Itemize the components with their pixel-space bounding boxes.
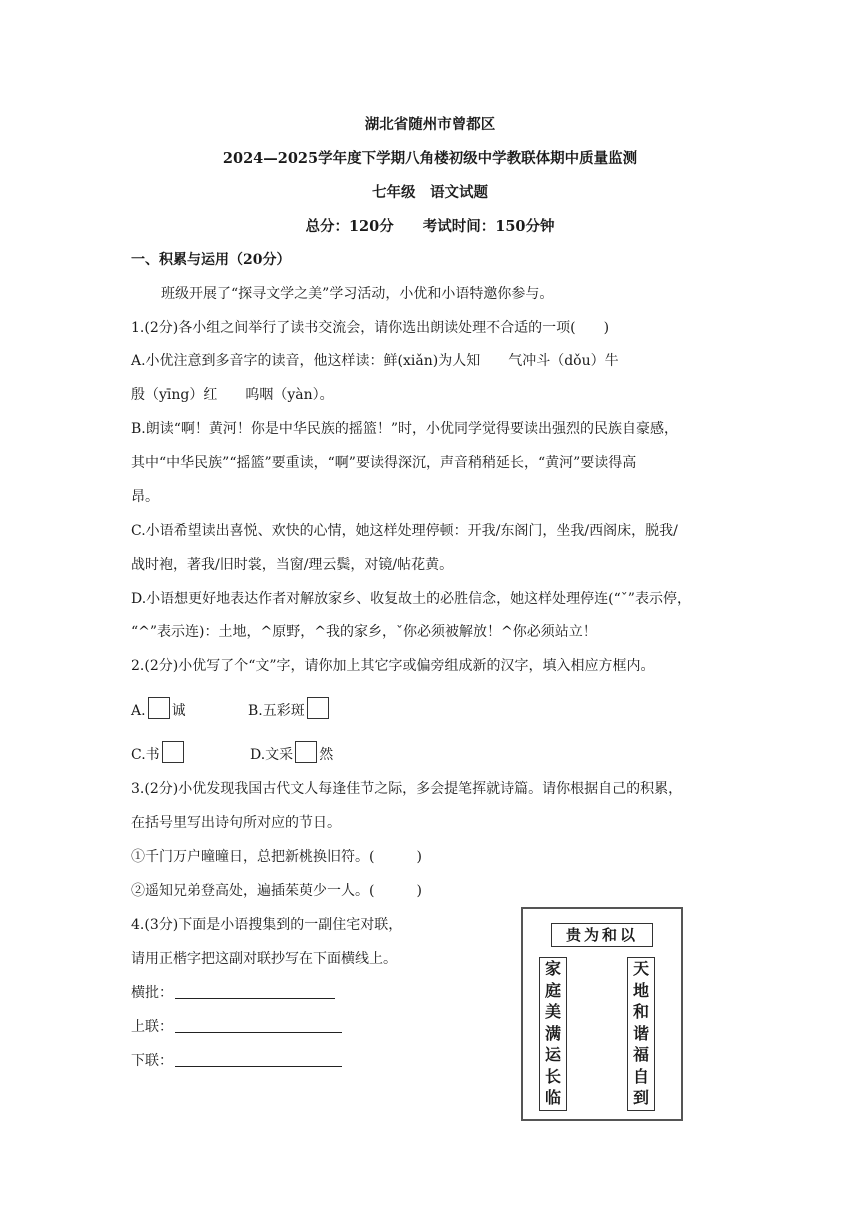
- q1-stem: 1.(2分)各小组之间举行了读书交流会，请你选出朗读处理不合适的一项( ): [131, 320, 610, 336]
- q2-option-a: [131, 697, 186, 720]
- q2-b-answer-box[interactable]: [307, 697, 329, 719]
- couplet-left-char: 满: [544, 1023, 561, 1043]
- q4-xialian-answer-line[interactable]: [175, 1066, 342, 1067]
- q1-option-b-line1: B.朗读“啊！黄河！你是中华民族的摇篮！”时，小优同学觉得要读出强烈的民族自豪感，: [131, 421, 679, 437]
- q3-stem-line1: 3.(2分)小优发现我国古代文人每逢佳节之际，多会提笔挥就诗篇。请你根据自己的积累，: [131, 781, 683, 797]
- q3-item1: ①千门万户曈曈日，总把新桃换旧符。( ): [131, 849, 422, 865]
- q2-stem: 2.(2分)小优写了个“文”字，请你加上其它字或偏旁组成新的汉字，填入相应方框内。: [131, 658, 655, 674]
- q2-a-answer-box[interactable]: [148, 697, 170, 719]
- q4-stem-line2: 请用正楷字把这副对联抄写在下面横线上。: [131, 951, 397, 967]
- q1-option-a-line2: 殷（yīng）红 呜咽（yàn）。: [131, 387, 334, 403]
- q2-c-answer-box[interactable]: [162, 741, 184, 763]
- exam-subject: 七年级 语文试题: [372, 184, 488, 201]
- couplet-left-char: 家: [544, 959, 561, 978]
- exam-region: 湖北省随州市曾都区: [364, 116, 496, 133]
- couplet-right-char: 福: [632, 1045, 649, 1064]
- q2-d-suffix: 然: [319, 747, 334, 763]
- q3-stem-line2: 在括号里写出诗句所对应的节日。: [131, 815, 341, 831]
- q1-option-c-line1: C.小语希望读出喜悦、欢快的心情，她这样处理停顿：开我/东阁门，坐我/西阁床，脱我/: [131, 523, 678, 539]
- q4-label-shanglian: 上联：: [131, 1019, 173, 1035]
- exam-name: 2024—2025学年度下学期八角楼初级中学教联体期中质量监测: [222, 150, 638, 167]
- q4-label-hengpi: 横批：: [131, 985, 173, 1001]
- q1-option-d-line2: “^”表示连)：土地，^原野，^我的家乡，ˇ你必须被解放！^你必须站立！: [131, 624, 597, 640]
- q3-item2: ②遥知兄弟登高处，遍插茱萸少一人。( ): [131, 883, 422, 899]
- q1-option-a-line1: A.小优注意到多音字的读音，他这样读：鲜(xiǎn)为人知 气冲斗（dǒu）牛: [131, 353, 619, 369]
- couplet-right-char: 到: [632, 1088, 649, 1107]
- couplet-right-char: 地: [632, 980, 649, 1000]
- couplet-right-char: 天: [632, 959, 649, 978]
- q2-d-answer-box[interactable]: [295, 741, 317, 763]
- couplet-picture: [521, 907, 683, 1121]
- couplet-left-char: 美: [544, 1002, 561, 1021]
- couplet-left-char: 长: [544, 1066, 561, 1086]
- q2-a-prefix: A.: [131, 703, 146, 719]
- q2-a-suffix: 诚: [171, 703, 186, 719]
- q4-label-xialian: 下联：: [131, 1053, 173, 1069]
- q1-option-b-line2: 其中“中华民族”“摇篮”要重读，“啊”要读得深沉，声音稍稍延长，“黄河”要读得高: [131, 455, 637, 471]
- couplet-left-char: 庭: [544, 980, 561, 1000]
- q4-hengpi-answer-line[interactable]: [175, 998, 335, 999]
- q2-c-prefix: C.书: [131, 747, 160, 763]
- couplet-right-char: 自: [632, 1066, 649, 1086]
- couplet-right-char: 和: [632, 1002, 649, 1021]
- exam-score-info: 总分：120分 考试时间：150分钟: [305, 218, 555, 235]
- q1-option-c-line2: 战时袍，著我/旧时裳，当窗/理云鬓，对镜/帖花黄。: [131, 557, 454, 573]
- q1-option-b-line3: 昂。: [131, 489, 159, 505]
- q2-option-c: [131, 741, 186, 764]
- couplet-left-scroll: [539, 957, 567, 1111]
- q2-b-prefix: B.五彩斑: [248, 703, 305, 719]
- couplet-left-char: 运: [544, 1045, 561, 1064]
- couplet-hengpi: 贵为和以: [551, 923, 653, 947]
- q2-option-d: [250, 741, 333, 764]
- q4-shanglian-answer-line[interactable]: [175, 1032, 342, 1033]
- couplet-left-char: 临: [544, 1088, 561, 1107]
- q2-d-prefix: D.文采: [250, 747, 294, 763]
- section-intro: 班级开展了“探寻文学之美”学习活动，小优和小语特邀你参与。: [161, 286, 554, 302]
- couplet-right-char: 谐: [632, 1023, 649, 1043]
- couplet-right-scroll: [627, 957, 655, 1111]
- q4-stem-line1: 4.(3分)下面是小语搜集到的一副住宅对联，: [131, 917, 403, 933]
- section-heading: 一、积累与运用（20分）: [131, 252, 291, 268]
- q1-option-d-line1: D.小语想更好地表达作者对解放家乡、收复故土的必胜信念，她这样处理停连(“ˇ”表示停，: [131, 591, 691, 607]
- q2-option-b: [248, 697, 331, 720]
